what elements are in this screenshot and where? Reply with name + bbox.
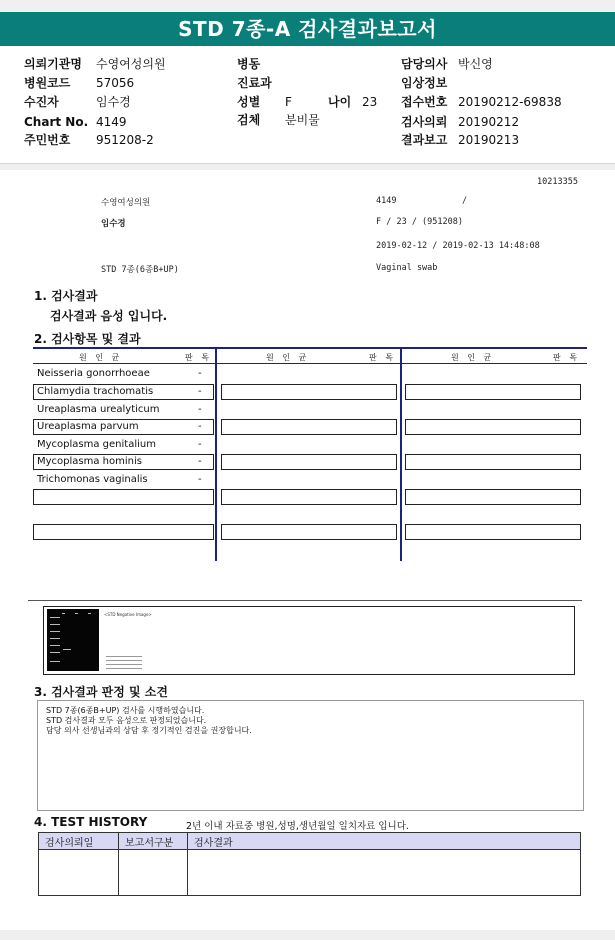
pathogen-name: Neisseria gonorrhoeae <box>37 368 150 379</box>
institution-row <box>24 55 166 74</box>
slip-institution: 수영여성의원 <box>101 198 151 208</box>
pathogen-result: - <box>198 474 202 485</box>
pathogen-name: Ureaplasma urealyticum <box>37 404 160 415</box>
request-label: 검사의뢰 <box>401 115 448 129</box>
patient-value: 임수경 <box>96 95 131 109</box>
top-strip <box>0 0 615 12</box>
ward-label: 병동 <box>237 57 261 71</box>
pathogen-result: - <box>198 404 202 415</box>
col-pathogen-3: 원 인 균 <box>451 353 495 362</box>
chart-value: 4149 <box>96 115 127 129</box>
report-label: 결과보고 <box>401 133 448 147</box>
hospital-code-row <box>24 74 134 93</box>
clinical-label: 임상정보 <box>401 76 448 90</box>
gel-image-thumbnail <box>47 609 99 671</box>
history-note: 2년 이내 자료중 병원,성명,생년월일 일치자료 입니다. <box>186 821 409 832</box>
pathogen-result: - <box>198 439 202 450</box>
section4-title: 4. TEST HISTORY <box>34 815 148 829</box>
receipt-row <box>401 93 562 112</box>
section-divider <box>28 600 582 601</box>
slip-code: 10213355 <box>537 177 578 187</box>
col-pathogen-2: 원 인 균 <box>266 353 310 362</box>
history-header-row <box>39 833 581 850</box>
report-value: 20190213 <box>458 133 520 147</box>
results-table-header <box>33 347 587 364</box>
ward-row <box>237 55 260 74</box>
empty-box <box>221 454 397 470</box>
receipt-label: 접수번호 <box>401 95 448 109</box>
slip-slash: / <box>462 196 468 206</box>
report-row <box>401 131 519 150</box>
pathogen-name: Mycoplasma genitalium <box>37 439 156 450</box>
empty-box <box>221 384 397 400</box>
receipt-value: 20190212-69838 <box>458 95 562 109</box>
empty-box <box>221 489 397 505</box>
empty-box <box>405 419 581 435</box>
opinion-line: 담당 의사 선생님과의 상담 후 정기적인 검진을 권장합니다. <box>46 726 252 735</box>
empty-box <box>405 524 581 540</box>
history-table <box>38 832 581 896</box>
pathogen-name: Ureaplasma parvum <box>37 421 139 432</box>
history-cell <box>119 850 188 896</box>
header-separator <box>0 163 615 170</box>
history-col-result: 검사결과 <box>188 833 581 850</box>
opinion-box <box>37 700 584 811</box>
ssn-value: 951208-2 <box>96 133 154 147</box>
sex-label: 성별 <box>237 95 261 109</box>
specimen-label: 검체 <box>237 113 261 127</box>
empty-box <box>221 524 397 540</box>
age-label: 나이 <box>328 95 352 109</box>
doctor-value: 박신영 <box>458 57 493 71</box>
opinion-line: STD 7종(6종B+UP) 검사를 시행하였습니다. <box>46 706 205 715</box>
hospital-code-value: 57056 <box>96 76 135 90</box>
chart-label: Chart No. <box>24 115 89 129</box>
pathogen-name: Mycoplasma hominis <box>37 456 142 467</box>
pathogen-result: - <box>198 368 202 379</box>
col-result-1: 판 독 <box>185 353 212 362</box>
pathogen-result: - <box>198 421 202 432</box>
empty-box <box>405 454 581 470</box>
slip-test-name: STD 7종(6종B+UP) <box>101 265 179 275</box>
column-divider-2 <box>400 347 402 561</box>
clinical-row <box>401 74 447 93</box>
patient-row <box>24 93 131 112</box>
institution-value: 수영여성의원 <box>96 57 166 71</box>
column-divider-1 <box>215 347 217 561</box>
slip-chart: 4149 <box>376 196 397 206</box>
empty-box <box>405 489 581 505</box>
doctor-row <box>401 55 493 74</box>
pathogen-name: Trichomonas vaginalis <box>37 474 148 485</box>
chart-row <box>24 113 127 132</box>
report-title: STD 7종-A 검사결과보고서 <box>0 12 615 46</box>
section1-title: 1. 검사결과 <box>34 289 98 303</box>
bottom-strip <box>0 930 615 940</box>
doctor-label: 담당의사 <box>401 57 448 71</box>
history-col-request-date: 검사의뢰일 <box>39 833 119 850</box>
slip-dates: 2019-02-12 / 2019-02-13 14:48:08 <box>376 241 540 251</box>
col-pathogen-1: 원 인 균 <box>79 353 123 362</box>
history-cell <box>39 850 119 896</box>
request-row <box>401 113 519 132</box>
ssn-label: 주민번호 <box>24 133 71 147</box>
section3-title: 3. 검사결과 판정 및 소견 <box>34 685 168 699</box>
section2-title: 2. 검사항목 및 결과 <box>34 332 141 346</box>
slip-patient: 임수경 <box>101 219 126 229</box>
history-col-report-type: 보고서구분 <box>119 833 188 850</box>
hospital-code-label: 병원코드 <box>24 76 71 90</box>
history-empty-row <box>39 850 581 896</box>
sex-value: F <box>285 95 292 109</box>
empty-box <box>405 384 581 400</box>
slip-sex-age: F / 23 / (951208) <box>376 217 463 227</box>
pathogen-result: - <box>198 386 202 397</box>
result-image-frame <box>43 606 575 675</box>
section1-body: 검사결과 음성 입니다. <box>50 309 168 323</box>
empty-box <box>33 489 214 505</box>
request-value: 20190212 <box>458 115 520 129</box>
slip-specimen: Vaginal swab <box>376 263 438 273</box>
opinion-line: STD 검사결과 모두 음성으로 판정되었습니다. <box>46 716 207 725</box>
pathogen-result: - <box>198 456 202 467</box>
image-caption: <STD Negative Image> <box>104 612 152 617</box>
empty-box <box>221 419 397 435</box>
dept-row <box>237 74 272 93</box>
col-result-3: 판 독 <box>553 353 580 362</box>
ssn-row <box>24 131 154 150</box>
dept-label: 진료과 <box>237 76 272 90</box>
specimen-value: 분비물 <box>285 113 320 127</box>
history-cell <box>188 850 581 896</box>
institution-label: 의뢰기관명 <box>24 57 82 71</box>
age-value: 23 <box>362 95 378 109</box>
col-result-2: 판 독 <box>369 353 396 362</box>
pathogen-name: Chlamydia trachomatis <box>37 386 154 397</box>
empty-box <box>33 524 214 540</box>
patient-label: 수진자 <box>24 95 59 109</box>
specimen-row <box>237 111 320 130</box>
sex-row <box>237 93 377 112</box>
